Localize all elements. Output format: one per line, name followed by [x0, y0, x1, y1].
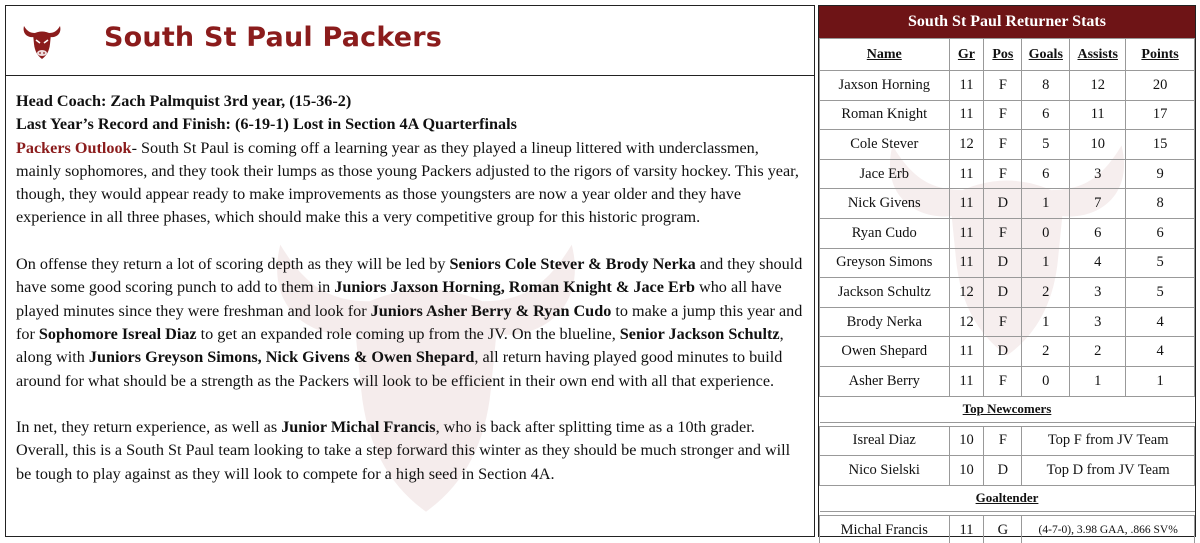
p2-text-3: who all have played minutes since they were freshman and look for [16, 278, 782, 320]
newcomer-grade: 10 [949, 426, 984, 456]
team-preview-panel [5, 5, 815, 537]
player-position: F [984, 366, 1022, 396]
col-header-goals: Goals [1022, 39, 1070, 71]
player-assists: 12 [1070, 71, 1126, 101]
player-points: 8 [1126, 189, 1195, 219]
player-position: F [984, 130, 1022, 160]
player-grade: 11 [949, 248, 984, 278]
table-row [820, 218, 1195, 248]
newcomer-note: Top D from JV Team [1022, 456, 1195, 486]
player-grade: 11 [949, 100, 984, 130]
player-grade: 12 [949, 307, 984, 337]
player-goals: 5 [1022, 130, 1070, 160]
stats-table [819, 38, 1195, 543]
table-row [820, 456, 1195, 486]
player-assists: 3 [1070, 159, 1126, 189]
player-position: D [984, 248, 1022, 278]
player-assists: 7 [1070, 189, 1126, 219]
player-goals: 2 [1022, 278, 1070, 308]
player-assists: 1 [1070, 366, 1126, 396]
player-points: 9 [1126, 159, 1195, 189]
col-header-points: Points [1126, 39, 1195, 71]
stats-title: South St Paul Returner Stats [819, 6, 1195, 38]
player-points: 15 [1126, 130, 1195, 160]
player-name: Jace Erb [820, 159, 950, 189]
player-goals: 1 [1022, 189, 1070, 219]
player-assists: 4 [1070, 248, 1126, 278]
team-title: South St Paul Packers [104, 22, 443, 53]
table-row [820, 71, 1195, 101]
player-assists: 3 [1070, 278, 1126, 308]
player-name: Roman Knight [820, 100, 950, 130]
table-row [820, 366, 1195, 396]
player-name: Owen Shepard [820, 337, 950, 367]
stats-header-row [820, 39, 1195, 71]
col-header-assists: Assists [1070, 39, 1126, 71]
player-assists: 10 [1070, 130, 1126, 160]
table-row [820, 159, 1195, 189]
table-row [820, 130, 1195, 160]
goaltending-paragraph [16, 416, 804, 486]
record-line: Last Year’s Record and Finish: (6-19-1) Lost in Section 4A Quarterfinals [16, 115, 517, 134]
p2-bold-3: Juniors Asher Berry & Ryan Cudo [370, 301, 612, 320]
newcomer-position: D [984, 456, 1022, 486]
p2-text-1: On offense they return a lot of scoring depth as they will be led by [16, 255, 450, 274]
player-goals: 1 [1022, 307, 1070, 337]
outlook-text: - South St Paul is coming off a learning year as they played a lineup littered with underclassmen, mainly sophomores, and they took their lumps as those young Packers adjusted to the rigors of varsity hockey. This year, though, they would appear ready to make improvements as those youngsters are now a year older and they have experience in all three phases, which should make this a very competitive group for this historic program. [16, 138, 799, 227]
goalie-stats: (4-7-0), 3.98 GAA, .866 SV% [1022, 515, 1195, 543]
player-name: Ryan Cudo [820, 218, 950, 248]
p3-text-2: , who is back after splitting time as a 10th grader. Overall, this is a South St Paul team looking to take a step forward this winter as they should be much stronger and will be tough to play against as they will look to compete for a high seed in Section 4A. [16, 418, 791, 483]
player-points: 5 [1126, 248, 1195, 278]
player-assists: 2 [1070, 337, 1126, 367]
player-position: F [984, 159, 1022, 189]
newcomer-grade: 10 [949, 456, 984, 486]
player-position: F [984, 71, 1022, 101]
team-header [6, 6, 814, 76]
p2-text-5: to get an expanded role coming up from the JV. On the blueline, [196, 324, 620, 343]
goalie-grade: 11 [949, 515, 984, 543]
player-grade: 11 [949, 189, 984, 219]
coach-line: Head Coach: Zach Palmquist 3rd year, (15-36-2) [16, 92, 352, 110]
goalie-name: Michal Francis [820, 515, 950, 543]
p2-text-7: , all return having played good minutes to build around for what should be a strength as the Packers will look to be efficient in their own end with all that experience. [16, 348, 783, 390]
player-points: 5 [1126, 278, 1195, 308]
newcomers-section-title: Top Newcomers [820, 396, 1195, 422]
player-name: Asher Berry [820, 366, 950, 396]
goaltender-section-title: Goaltender [820, 485, 1195, 511]
player-points: 1 [1126, 366, 1195, 396]
player-goals: 1 [1022, 248, 1070, 278]
player-goals: 0 [1022, 218, 1070, 248]
goaltender-section-row [820, 485, 1195, 511]
player-grade: 11 [949, 337, 984, 367]
player-assists: 11 [1070, 100, 1126, 130]
goalie-position: G [984, 515, 1022, 543]
player-name: Jaxson Horning [820, 71, 950, 101]
player-goals: 8 [1022, 71, 1070, 101]
table-row [820, 337, 1195, 367]
outlook-paragraph [16, 137, 804, 230]
player-goals: 6 [1022, 159, 1070, 189]
newcomers-section-row [820, 396, 1195, 422]
player-position: F [984, 307, 1022, 337]
player-grade: 12 [949, 130, 984, 160]
player-points: 20 [1126, 71, 1195, 101]
table-row [820, 307, 1195, 337]
table-row [820, 248, 1195, 278]
player-name: Brody Nerka [820, 307, 950, 337]
table-row [820, 426, 1195, 456]
newcomer-position: F [984, 426, 1022, 456]
col-header-grade: Gr [949, 39, 984, 71]
p2-bold-2: Juniors Jaxson Horning, Roman Knight & Jace Erb [334, 278, 695, 297]
newcomer-note: Top F from JV Team [1022, 426, 1195, 456]
player-name: Jackson Schultz [820, 278, 950, 308]
player-grade: 11 [949, 159, 984, 189]
table-row [820, 515, 1195, 543]
player-position: F [984, 218, 1022, 248]
player-goals: 2 [1022, 337, 1070, 367]
player-name: Greyson Simons [820, 248, 950, 278]
player-name: Cole Stever [820, 130, 950, 160]
p2-text-6: , along with [16, 324, 784, 367]
newcomer-name: Nico Sielski [820, 456, 950, 486]
player-goals: 0 [1022, 366, 1070, 396]
player-grade: 11 [949, 218, 984, 248]
p2-bold-1: Seniors Cole Stever & Brody Nerka [449, 255, 696, 274]
player-position: D [984, 278, 1022, 308]
table-row [820, 278, 1195, 308]
bull-head-icon [20, 20, 64, 62]
table-row [820, 100, 1195, 130]
player-points: 4 [1126, 337, 1195, 367]
returner-stats-panel [818, 5, 1196, 537]
article-body [6, 76, 814, 486]
player-grade: 12 [949, 278, 984, 308]
col-header-position: Pos [984, 39, 1022, 71]
player-name: Nick Givens [820, 189, 950, 219]
player-position: D [984, 337, 1022, 367]
newcomer-name: Isreal Diaz [820, 426, 950, 456]
player-goals: 6 [1022, 100, 1070, 130]
p2-text-4: to make a jump this year and for [16, 301, 803, 343]
offense-paragraph [16, 253, 804, 393]
player-points: 6 [1126, 218, 1195, 248]
p2-bold-4: Sophomore Isreal Diaz [38, 324, 197, 343]
col-header-name: Name [820, 39, 950, 71]
player-grade: 11 [949, 71, 984, 101]
p2-text-2: and they should have some good scoring punch to add to them in [16, 255, 803, 297]
player-position: D [984, 189, 1022, 219]
p2-bold-5: Senior Jackson Schultz [619, 324, 780, 343]
player-points: 4 [1126, 307, 1195, 337]
p3-text-1: In net, they return experience, as well as [16, 418, 282, 437]
player-points: 17 [1126, 100, 1195, 130]
p3-bold-1: Junior Michal Francis [281, 418, 436, 437]
player-assists: 3 [1070, 307, 1126, 337]
table-row [820, 189, 1195, 219]
p2-bold-6: Juniors Greyson Simons, Nick Givens & Owen Shepard [88, 348, 475, 367]
outlook-label: Packers Outlook [16, 138, 132, 157]
player-assists: 6 [1070, 218, 1126, 248]
player-grade: 11 [949, 366, 984, 396]
player-position: F [984, 100, 1022, 130]
